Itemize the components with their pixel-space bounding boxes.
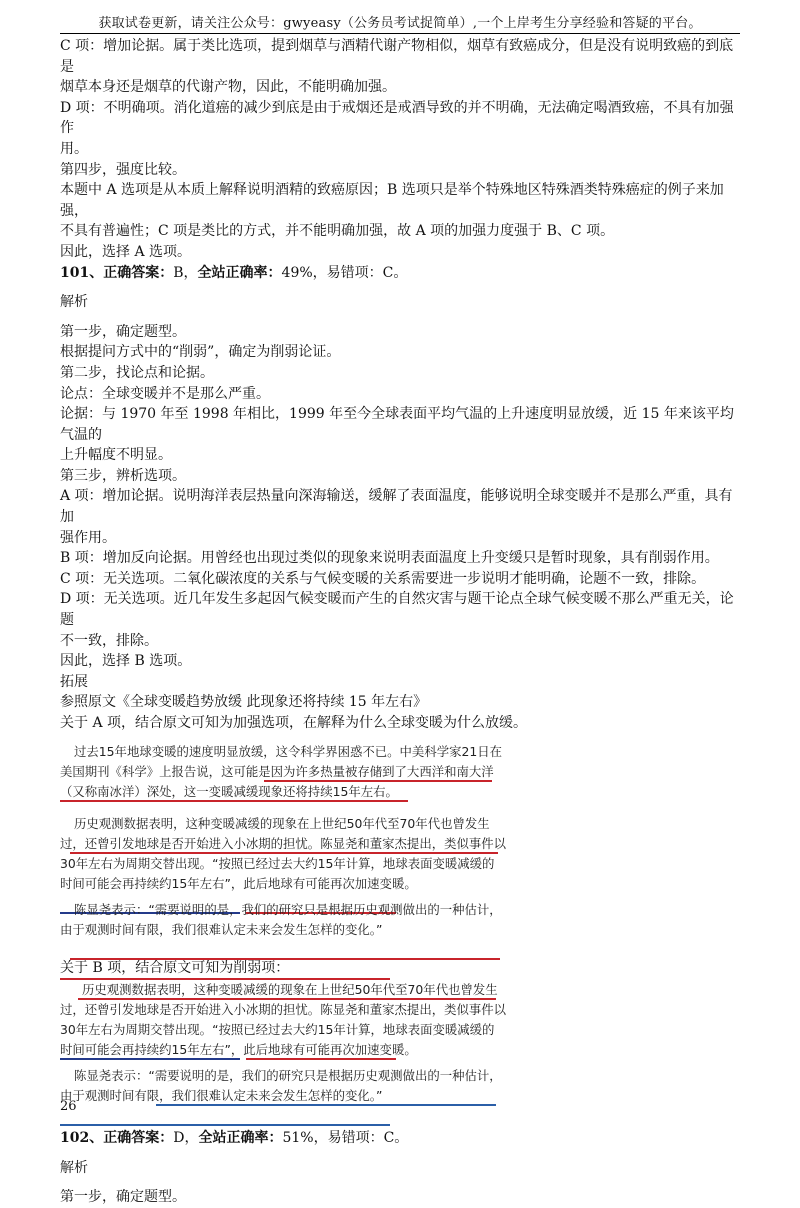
question-number: 102、: [60, 1130, 104, 1147]
header-divider: [60, 33, 740, 34]
answer-label: 正确答案：: [103, 1130, 174, 1147]
excerpt-line: 过去15年地球变暖的速度明显放缓，这令科学界困惑不已。中美科学家21日在: [74, 743, 503, 759]
paragraph: D 项：不明确项。消化道癌的减少到底是由于戒烟还是戒酒导致的并不明确，无法确定喝酒致癌，不具有加强作: [60, 99, 734, 137]
underline-mark: [60, 1124, 390, 1126]
excerpt-line: （又称南冰洋）深处，这一变暖减缓现象还将持续15年左右。: [60, 783, 398, 799]
rate-value: 49%，易错项：C。: [281, 264, 408, 281]
section-label: 解析: [60, 1159, 88, 1176]
question-102-answer-line: [60, 1128, 742, 1149]
answer-value: B，: [173, 264, 198, 281]
underline-mark: [60, 1058, 240, 1060]
excerpt-line: 过，还曾引发地球是否开始进入小冰期的担忧。陈显尧和董家杰提出，类似事件以: [60, 835, 507, 851]
paragraph: 不一致，排除。: [60, 632, 158, 649]
paragraph: 参照原文《全球变暖趋势放缓 此现象还将持续 15 年左右》: [60, 694, 428, 711]
excerpt-line: 由于观测时间有限，我们很难认定未来会发生怎样的变化。”: [60, 1088, 383, 1104]
excerpt-line: 陈显尧表示：“需要说明的是，我们的研究只是根据历史观测做出的一种估计，: [74, 901, 502, 917]
paragraph: 论点：全球变暖并不是那么严重。: [60, 385, 270, 402]
rate-label: 全站正确率：: [197, 264, 282, 281]
paragraph: 用。: [60, 140, 88, 157]
paragraph: 第一步，确定题型。: [60, 1189, 186, 1206]
section-label: 解析: [60, 294, 88, 311]
paragraph: 因此，选择 B 选项。: [60, 653, 192, 670]
paragraph: 不具有普遍性；C 项是类比的方式，并不能明确加强，故 A 项的加强力度强于 B、C 项。: [60, 223, 615, 240]
excerpt-line: 美国期刊《科学》上报告说，这可能是因为许多热量被存储到了大西洋和南大洋: [60, 763, 494, 779]
page-header: 获取试卷更新，请关注公众号：gwyeasy（公务员考试捉简单）,一个上岸考生分享经验和答疑的平台。: [98, 16, 702, 31]
paragraph: 本题中 A 选项是从本质上解释说明酒精的致癌原因；B 选项只是举个特殊地区特殊酒类特殊癌症的例子来加强，: [60, 182, 724, 219]
paragraph: 关于 B 项，结合原文可知为削弱项：: [60, 959, 290, 976]
page-number: 26: [60, 1099, 77, 1114]
excerpt-line: 由于观测时间有限，我们很难认定未来会发生怎样的变化。”: [60, 921, 383, 937]
rate-value: 51%，易错项：C。: [282, 1130, 409, 1147]
source-excerpt-a: [60, 742, 742, 940]
paragraph: 烟草本身还是烟草的代谢产物，因此，不能明确加强。: [60, 79, 396, 96]
paragraph: 第三步，辨析选项。: [60, 467, 186, 484]
paragraph: 根据提问方式中的“削弱”，确定为削弱论证。: [60, 344, 341, 361]
underline-mark: [246, 1058, 396, 1060]
paragraph: D 项：无关选项。近几年发生多起因气候变暖而产生的自然灾害与题干论点全球气候变暖不那么严重无关，论题: [60, 591, 734, 629]
excerpt-line: 30年左右为周期交替出现。“按照已经过去大约15年计算，地球表面变暖减缓的: [60, 855, 495, 871]
underline-mark: [60, 800, 408, 802]
excerpt-line: 时间可能会再持续约15年左右”，此后地球有可能再次加速变暖。: [60, 875, 417, 891]
rate-label: 全站正确率：: [198, 1130, 283, 1147]
paragraph: 第一步，确定题型。: [60, 323, 186, 340]
underline-mark: [70, 958, 500, 960]
paragraph: A 项：增加论据。说明海洋表层热量向深海输送，缓解了表面温度，能够说明全球变暖并不是那么严重，具有加: [60, 488, 733, 526]
source-excerpt-b: [60, 980, 742, 1106]
paragraph: B 项：增加反向论据。用曾经也出现过类似的现象来说明表面温度上升变缓只是暂时现象，具有削弱作用。: [60, 550, 719, 567]
underline-mark: [156, 1104, 496, 1106]
paragraph: 因此，选择 A 选项。: [60, 243, 192, 260]
question-number: 101、: [60, 264, 104, 281]
section-label: 拓展: [60, 673, 88, 690]
paragraph: C 项：增加论据。属于类比选项，提到烟草与酒精代谢产物相似，烟草有致癌成分，但是没有说明致癌的到底是: [60, 38, 734, 75]
paragraph: 第二步，找论点和论据。: [60, 364, 214, 381]
answer-label: 正确答案：: [103, 264, 174, 281]
paragraph: 论据：与 1970 年至 1998 年相比，1999 年至今全球表面平均气温的上升速度明显放缓，近 15 年来该平均气温的: [60, 406, 734, 443]
excerpt-line: 历史观测数据表明，这种变暖减缓的现象在上世纪50年代至70年代也曾发生: [82, 982, 498, 998]
paragraph: 关于 A 项，结合原文可知为加强选项，在解释为什么全球变暖为什么放缓。: [60, 715, 528, 731]
paragraph: 第四步，强度比较。: [60, 161, 186, 178]
paragraph: 上升幅度不明显。: [60, 447, 172, 464]
underline-mark: [264, 780, 492, 782]
document-body: [60, 36, 742, 1208]
excerpt-line: 时间可能会再持续约15年左右”，此后地球有可能再次加速变暖。: [60, 1042, 417, 1058]
excerpt-line: 30年左右为周期交替出现。“按照已经过去大约15年计算，地球表面变暖减缓的: [60, 1022, 495, 1038]
underline-mark: [78, 998, 496, 1000]
underline-mark: [70, 852, 498, 854]
paragraph: C 项：无关选项。二氧化碳浓度的关系与气候变暖的关系需要进一步说明才能明确，论题不一致，排除。: [60, 570, 706, 587]
excerpt-line: 历史观测数据表明，这种变暖减缓的现象在上世纪50年代至70年代也曾发生: [74, 815, 490, 831]
question-101-answer-line: [60, 263, 742, 284]
answer-value: D，: [173, 1130, 199, 1147]
paragraph: 强作用。: [60, 529, 116, 546]
excerpt-line: 过，还曾引发地球是否开始进入小冰期的担忧。陈显尧和董家杰提出，类似事件以: [60, 1002, 507, 1018]
excerpt-line: 陈显尧表示：“需要说明的是，我们的研究只是根据历史观测做出的一种估计，: [74, 1068, 502, 1084]
